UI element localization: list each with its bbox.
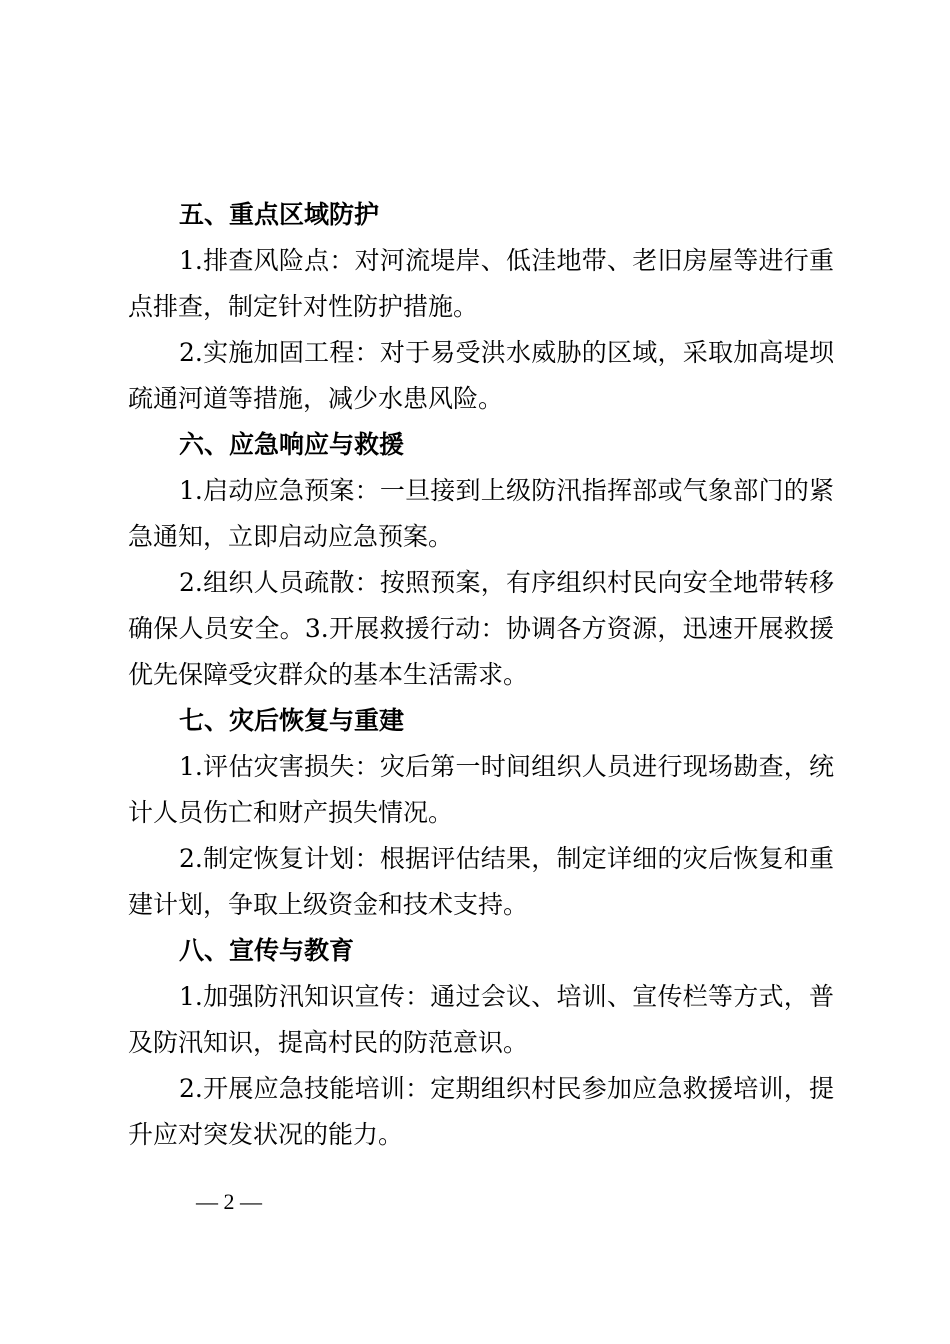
paragraph-line: 2.制定恢复计划：根据评估结果，制定详细的灾后恢复和重	[179, 844, 834, 873]
paragraph-line: 1.加强防汛知识宣传：通过会议、培训、宣传栏等方式，普	[179, 982, 834, 1011]
paragraph	[128, 744, 834, 836]
paragraph-line: 2.实施加固工程：对于易受洪水威胁的区域，采取加高堤坝	[179, 338, 834, 367]
page-number: — 2 —	[196, 1189, 262, 1214]
section-6	[128, 422, 834, 698]
section-heading: 七、灾后恢复与重建	[179, 706, 405, 735]
paragraph	[128, 468, 834, 560]
paragraph-line: 及防汛知识，提高村民的防范意识。	[128, 1028, 529, 1057]
paragraph	[128, 974, 834, 1066]
paragraph	[128, 836, 834, 928]
paragraph-line: 优先保障受灾群众的基本生活需求。	[128, 660, 529, 689]
section-heading: 五、重点区域防护	[179, 200, 380, 229]
paragraph-line: 计人员伤亡和财产损失情况。	[128, 798, 454, 827]
paragraph-line: 2.组织人员疏散：按照预案，有序组织村民向安全地带转移	[179, 568, 834, 597]
paragraph-line: 确保人员安全。3.开展救援行动：协调各方资源，迅速开展救援	[128, 614, 834, 643]
document-body	[128, 192, 834, 1158]
section-7	[128, 698, 834, 928]
paragraph-line: 升应对突发状况的能力。	[128, 1120, 404, 1149]
section-5	[128, 192, 834, 422]
paragraph	[128, 560, 834, 698]
section-8	[128, 928, 834, 1158]
section-heading: 八、宣传与教育	[179, 936, 355, 965]
paragraph-line: 点排查，制定针对性防护措施。	[128, 292, 479, 321]
paragraph-line: 1.评估灾害损失：灾后第一时间组织人员进行现场勘查，统	[179, 752, 834, 781]
paragraph	[128, 1066, 834, 1158]
paragraph	[128, 330, 834, 422]
paragraph-line: 2.开展应急技能培训：定期组织村民参加应急救援培训，提	[179, 1074, 834, 1103]
paragraph-line: 急通知，立即启动应急预案。	[128, 522, 454, 551]
paragraph-line: 疏通河道等措施，减少水患风险。	[128, 384, 504, 413]
paragraph-line: 1.启动应急预案：一旦接到上级防汛指挥部或气象部门的紧	[179, 476, 834, 505]
section-heading: 六、应急响应与救援	[179, 430, 405, 459]
paragraph-line: 建计划，争取上级资金和技术支持。	[128, 890, 529, 919]
paragraph-line: 1.排查风险点：对河流堤岸、低洼地带、老旧房屋等进行重	[179, 246, 834, 275]
paragraph	[128, 238, 834, 330]
